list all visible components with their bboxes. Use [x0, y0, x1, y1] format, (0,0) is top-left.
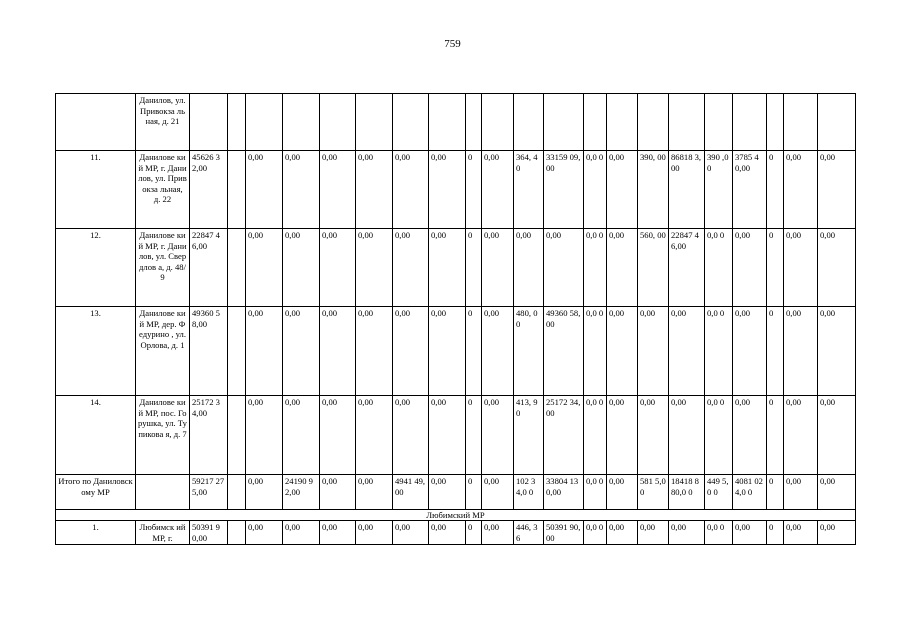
table-cell: [228, 475, 246, 510]
table-cell: 0,0 0: [584, 396, 607, 475]
table-cell: [544, 94, 584, 151]
page-number: 759: [444, 38, 461, 50]
table-cell: 0,00: [429, 521, 466, 545]
table-cell: 0: [466, 229, 482, 307]
row-number: [56, 94, 136, 151]
table-cell: 0: [767, 521, 784, 545]
table-cell: 0,00: [514, 229, 544, 307]
table-cell: 0,00: [669, 307, 705, 396]
table-cell: [669, 94, 705, 151]
table-cell: 0,00: [393, 229, 429, 307]
section-row: [56, 510, 856, 521]
table-cell: 0,00: [356, 307, 393, 396]
table-cell: 86818 3,00: [669, 151, 705, 229]
table-cell: 0,00: [818, 396, 856, 475]
table-cell: 0,00: [638, 521, 669, 545]
table-cell: 0,00: [429, 396, 466, 475]
table-cell: 0,00: [784, 396, 818, 475]
table-cell: 0,00: [607, 521, 638, 545]
table-cell: 0,00: [356, 396, 393, 475]
table-cell: 0,00: [607, 475, 638, 510]
table-cell: 0: [767, 475, 784, 510]
table-cell: 33804 130,00: [544, 475, 584, 510]
table-cell: [283, 94, 320, 151]
table-cell: 0,00: [320, 151, 356, 229]
row-number: 11.: [56, 151, 136, 229]
table-cell: [246, 94, 283, 151]
table-cell: 0,00: [784, 475, 818, 510]
table-cell: 18418 880,0 0: [669, 475, 705, 510]
table-cell: 0,00: [429, 475, 466, 510]
table-cell: 0: [466, 396, 482, 475]
row-number: Итого по Даниловскому МР: [56, 475, 136, 510]
table-cell: [190, 94, 228, 151]
table-cell: 0: [767, 396, 784, 475]
table-cell: 0,00: [607, 229, 638, 307]
table-cell: [466, 94, 482, 151]
table-cell: 3785 40,00: [733, 151, 767, 229]
table-cell: [320, 94, 356, 151]
table-cell: 0,00: [356, 229, 393, 307]
table-cell: 22847 46,00: [669, 229, 705, 307]
table-cell: 49360 58,00: [190, 307, 228, 396]
table-cell: 0: [767, 229, 784, 307]
table-cell: 0,00: [283, 229, 320, 307]
table-cell: 0,00: [784, 307, 818, 396]
table-cell: 0,00: [356, 521, 393, 545]
table-cell: 0: [466, 475, 482, 510]
table-cell: 0,00: [482, 396, 514, 475]
table-cell: 0,00: [246, 521, 283, 545]
table-cell: [228, 307, 246, 396]
table-cell: 102 34,0 0: [514, 475, 544, 510]
table-cell: [767, 94, 784, 151]
table-cell: 364, 40: [514, 151, 544, 229]
table-cell: [482, 94, 514, 151]
table-cell: 0,00: [482, 521, 514, 545]
table-cell: 0,0 0: [584, 151, 607, 229]
table-cell: 0,00: [283, 521, 320, 545]
table-cell: 0,00: [607, 151, 638, 229]
table-cell: 480, 00: [514, 307, 544, 396]
table-cell: 22847 46,00: [190, 229, 228, 307]
table-cell: [607, 94, 638, 151]
table-row: [56, 475, 856, 510]
row-address: Данилов, ул. Привокза льная, д. 21: [136, 94, 190, 151]
table-cell: 0,00: [669, 521, 705, 545]
table-cell: 0,0 0: [584, 521, 607, 545]
table-cell: 560, 00: [638, 229, 669, 307]
table-cell: 0,00: [246, 396, 283, 475]
table-cell: 0,00: [818, 229, 856, 307]
table-cell: 0,00: [393, 396, 429, 475]
table-cell: 0,00: [320, 396, 356, 475]
table-cell: 0,00: [320, 475, 356, 510]
table-cell: 0,0 0: [705, 229, 733, 307]
table-cell: 449 5,0 0: [705, 475, 733, 510]
table-cell: 0,00: [784, 521, 818, 545]
table-row: [56, 151, 856, 229]
table-cell: 50391 90,00: [190, 521, 228, 545]
table-cell: 0,0 0: [705, 307, 733, 396]
table-cell: 0,00: [607, 396, 638, 475]
table-cell: [228, 396, 246, 475]
table-cell: [429, 94, 466, 151]
table-row: [56, 94, 856, 151]
row-number: 14.: [56, 396, 136, 475]
table-cell: 0,00: [482, 475, 514, 510]
table-cell: 0,00: [733, 521, 767, 545]
table-cell: 0,00: [429, 307, 466, 396]
table-cell: 0,00: [733, 396, 767, 475]
table-cell: 0,00: [356, 151, 393, 229]
table-cell: 49360 58,00: [544, 307, 584, 396]
row-number: 12.: [56, 229, 136, 307]
table-cell: 0: [466, 307, 482, 396]
table-cell: 390, 00: [638, 151, 669, 229]
table-cell: 0,00: [320, 307, 356, 396]
table-row: [56, 521, 856, 545]
row-number: 13.: [56, 307, 136, 396]
table-cell: 0,00: [818, 151, 856, 229]
table-cell: 0,00: [393, 151, 429, 229]
table-row: [56, 307, 856, 396]
table-cell: 4081 024,0 0: [733, 475, 767, 510]
row-address: [136, 475, 190, 510]
row-address: Данилове кий МР, пос. Горушка, ул. Тупикова я, д. 7: [136, 396, 190, 475]
table-cell: [228, 94, 246, 151]
table-cell: 0,0 0: [705, 521, 733, 545]
table-cell: 0,0 0: [584, 307, 607, 396]
table-cell: 0,00: [356, 475, 393, 510]
table-cell: 45626 32,00: [190, 151, 228, 229]
table-cell: 0: [466, 521, 482, 545]
table-cell: 4941 49,00: [393, 475, 429, 510]
table-cell: 413, 90: [514, 396, 544, 475]
table-cell: 0,00: [607, 307, 638, 396]
table-cell: 0,00: [638, 307, 669, 396]
table-cell: 0,00: [482, 151, 514, 229]
table-cell: [514, 94, 544, 151]
table-cell: 0,00: [393, 307, 429, 396]
table-cell: 0,00: [283, 396, 320, 475]
table-cell: 0: [466, 151, 482, 229]
table-cell: 0,00: [638, 396, 669, 475]
table-cell: 0,00: [393, 521, 429, 545]
table-cell: [818, 94, 856, 151]
table-cell: 0,00: [733, 307, 767, 396]
table-cell: [356, 94, 393, 151]
table-cell: [638, 94, 669, 151]
table-cell: 0,00: [246, 151, 283, 229]
table-row: [56, 229, 856, 307]
table-cell: 581 5,00: [638, 475, 669, 510]
table-cell: [228, 521, 246, 545]
table-cell: [705, 94, 733, 151]
table-cell: [733, 94, 767, 151]
table-cell: 0,00: [733, 229, 767, 307]
table-cell: 0,00: [818, 307, 856, 396]
table-cell: 0,0 0: [584, 229, 607, 307]
table-cell: 25172 34,00: [544, 396, 584, 475]
row-address: Любимск ий МР, г.: [136, 521, 190, 545]
row-address: Данилове кий МР, дер. Федурино , ул. Орлова, д. 1: [136, 307, 190, 396]
table-cell: 0,00: [818, 521, 856, 545]
table-cell: 0,00: [246, 307, 283, 396]
table-cell: 0,0 0: [705, 396, 733, 475]
table-cell: 446, 36: [514, 521, 544, 545]
table-cell: 0,00: [283, 151, 320, 229]
table-cell: 0,00: [482, 307, 514, 396]
table-cell: 0,00: [320, 521, 356, 545]
table-cell: 24190 92,00: [283, 475, 320, 510]
table-cell: 0,00: [283, 307, 320, 396]
table-cell: 0,00: [246, 229, 283, 307]
table-cell: 0,00: [429, 151, 466, 229]
table-cell: 0: [767, 151, 784, 229]
row-address: Данилове кий МР, г. Данилов, ул. Свердлов а, д. 48/9: [136, 229, 190, 307]
table-cell: 0,00: [482, 229, 514, 307]
table-cell: 0,00: [784, 229, 818, 307]
table-cell: 0,00: [320, 229, 356, 307]
table-cell: 33159 09,00: [544, 151, 584, 229]
row-address: Данилове кий МР, г. Данилов, ул. Привокза льная, д. 22: [136, 151, 190, 229]
row-number: 1.: [56, 521, 136, 545]
table-cell: 0,00: [544, 229, 584, 307]
table-cell: 0: [767, 307, 784, 396]
table-cell: 390 ,00: [705, 151, 733, 229]
table-cell: 59217 275,00: [190, 475, 228, 510]
table-cell: 0,00: [818, 475, 856, 510]
table-cell: [393, 94, 429, 151]
table-cell: 0,0 0: [584, 475, 607, 510]
table-cell: 0,00: [784, 151, 818, 229]
table-cell: 50391 90,00: [544, 521, 584, 545]
table-cell: 0,00: [669, 396, 705, 475]
table-cell: [228, 151, 246, 229]
section-title: Любимский МР: [56, 510, 856, 521]
table-cell: [784, 94, 818, 151]
data-table: [55, 93, 856, 545]
table-cell: [228, 229, 246, 307]
table-cell: 0,00: [429, 229, 466, 307]
table-row: [56, 396, 856, 475]
table-cell: [584, 94, 607, 151]
table-cell: 25172 34,00: [190, 396, 228, 475]
table-cell: 0,00: [246, 475, 283, 510]
